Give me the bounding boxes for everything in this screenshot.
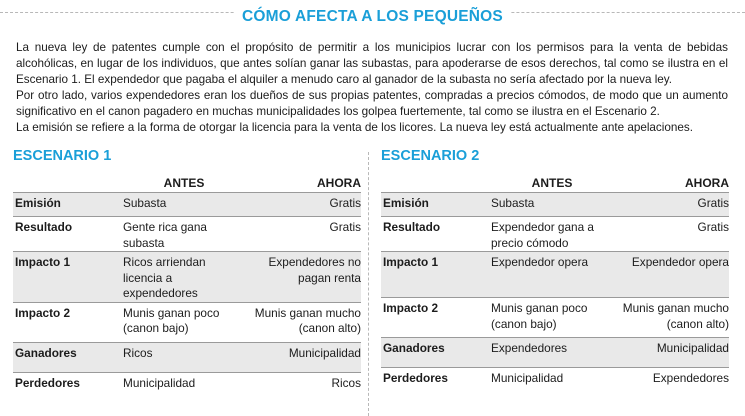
row-label: Perdedores bbox=[15, 375, 80, 390]
row-label: Impacto 1 bbox=[15, 255, 71, 269]
row-before: Expendedores bbox=[491, 341, 568, 355]
row-label: Ganadores bbox=[15, 345, 77, 360]
table-row bbox=[381, 298, 729, 338]
row-after: Munis ganan mucho (canon alto) bbox=[254, 305, 361, 335]
table-row bbox=[13, 217, 361, 252]
table-header bbox=[381, 168, 729, 193]
row-after: Gratis bbox=[329, 220, 361, 234]
row-after: Expendedor opera bbox=[631, 255, 729, 269]
row-label: Resultado bbox=[383, 220, 441, 234]
row-after: Expendedores bbox=[652, 371, 729, 385]
column-divider bbox=[368, 152, 369, 416]
row-after: Gratis bbox=[697, 220, 729, 234]
scenario-1 bbox=[13, 148, 361, 398]
col-header-before: ANTES bbox=[163, 176, 205, 190]
row-before: Expendedor gana a precio cómodo bbox=[491, 220, 594, 250]
row-label: Ganadores bbox=[383, 341, 445, 355]
row-before: Gente rica gana subasta bbox=[123, 220, 207, 250]
scenario-2-table bbox=[381, 168, 729, 394]
row-after: Ricos bbox=[331, 375, 361, 390]
table-row bbox=[13, 372, 361, 398]
table-row bbox=[13, 252, 361, 303]
row-after: Gratis bbox=[329, 196, 361, 210]
row-label: Emisión bbox=[383, 196, 429, 210]
row-before: Munis ganan poco (canon bajo) bbox=[123, 305, 220, 335]
row-before: Municipalidad bbox=[491, 371, 564, 385]
scenario-1-title: ESCENARIO 1 bbox=[13, 148, 112, 164]
row-after: Expendedores no pagan renta bbox=[268, 255, 361, 285]
row-after: Munis ganan mucho (canon alto) bbox=[622, 301, 729, 331]
row-before: Munis ganan poco (canon bajo) bbox=[491, 301, 588, 331]
row-label: Resultado bbox=[15, 220, 73, 234]
col-header-after: AHORA bbox=[685, 176, 729, 190]
scenario-2 bbox=[381, 148, 729, 394]
row-label: Impacto 2 bbox=[383, 301, 439, 315]
row-after: Municipalidad bbox=[656, 341, 729, 355]
row-before: Municipalidad bbox=[123, 375, 196, 390]
row-label: Impacto 2 bbox=[15, 305, 71, 320]
table-row bbox=[13, 342, 361, 372]
row-before: Ricos bbox=[123, 345, 153, 360]
scenario-1-table bbox=[13, 168, 361, 398]
row-before: Subasta bbox=[123, 196, 167, 210]
row-before: Subasta bbox=[491, 196, 535, 210]
intro-paragraph-3: La emisión se refiere a la forma de otorgar la licencia para la venta de los licores. La nueva ley está actualmente ante apelaciones. bbox=[16, 120, 693, 134]
table-header bbox=[13, 168, 361, 193]
row-label: Impacto 1 bbox=[383, 255, 439, 269]
table-row bbox=[381, 193, 729, 217]
intro-text bbox=[16, 40, 728, 135]
intro-paragraph-1: La nueva ley de patentes cumple con el propósito de permitir a los municipios lucrar con los permisos para la venta de bebidas alcohólicas, en lugar de los individuos, que antes solían ganar las subastas, para apoderarse de esos derechos, tal como se ilustra en el Escenario 1. El expendedor que pagaba el alquiler a menudo caro al ganador de la subasta no sería afectado por la nueva ley. bbox=[16, 41, 728, 86]
scenario-2-title: ESCENARIO 2 bbox=[381, 148, 480, 164]
page-title: CÓMO AFECTA A LOS PEQUEÑOS bbox=[0, 8, 745, 26]
table-row bbox=[381, 217, 729, 252]
col-header-after: AHORA bbox=[317, 176, 361, 190]
col-header-before: ANTES bbox=[531, 176, 573, 190]
table-row bbox=[381, 252, 729, 298]
intro-paragraph-2: Por otro lado, varios expendedores eran los dueños de sus propias patentes, compradas a precios cómodos, de modo que un aumento significativo en el canon pagadero en muchas municipalidades los golpea fuertemente, tal como se ilustra en el Escenario 2. bbox=[16, 88, 728, 118]
row-after: Gratis bbox=[697, 196, 729, 210]
row-label: Perdedores bbox=[383, 371, 448, 385]
row-label: Emisión bbox=[15, 196, 61, 210]
row-before: Expendedor opera bbox=[491, 255, 589, 269]
table-row bbox=[381, 338, 729, 368]
table-row bbox=[13, 302, 361, 342]
table-row bbox=[13, 193, 361, 217]
row-after: Municipalidad bbox=[288, 345, 361, 360]
table-row bbox=[381, 368, 729, 394]
row-before: Ricos arriendan licencia a expendedores bbox=[123, 255, 206, 300]
